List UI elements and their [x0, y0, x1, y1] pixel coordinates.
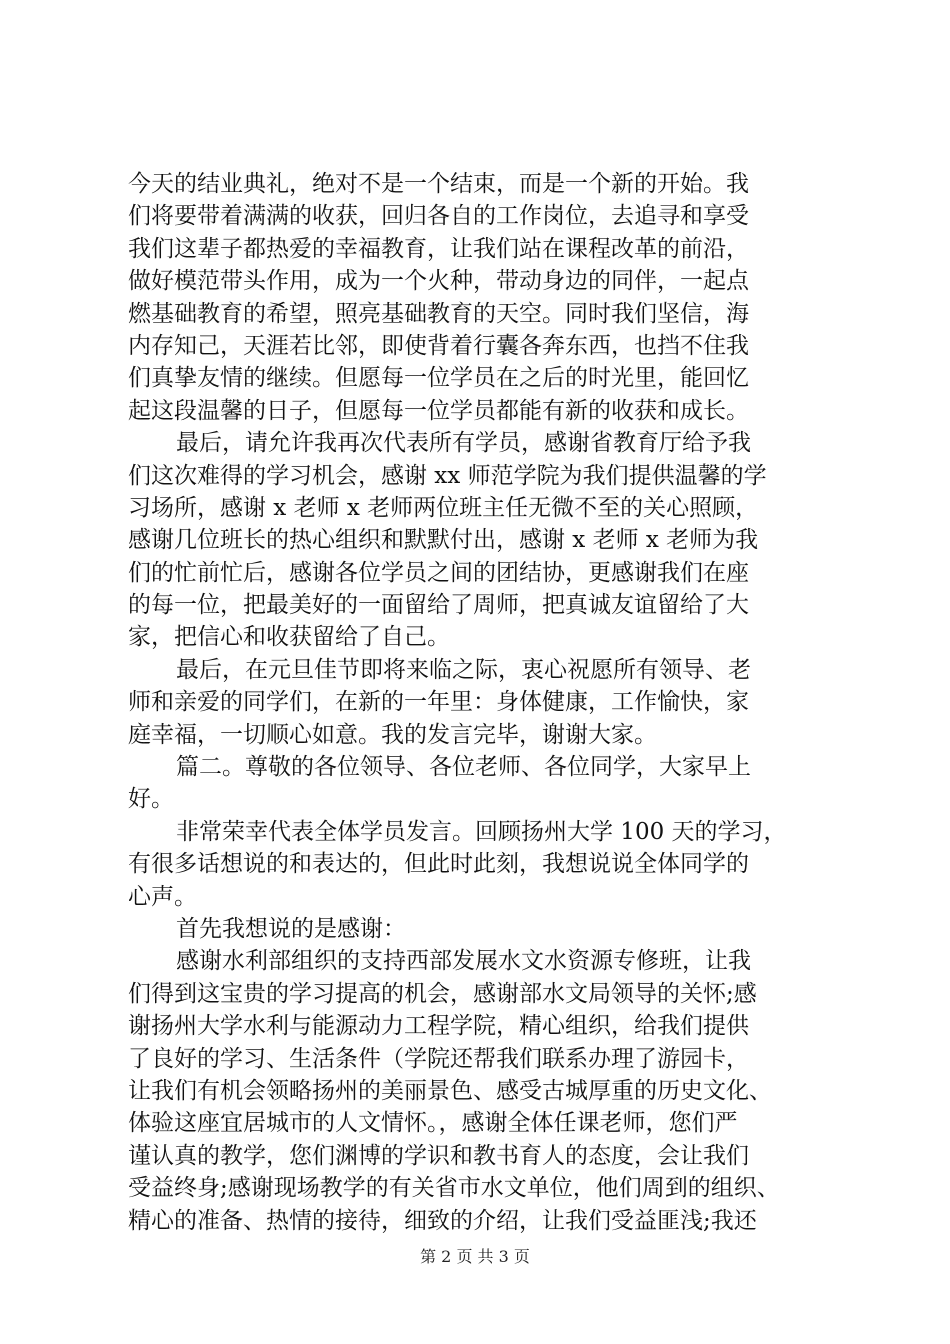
text-line: 的每一位，把最美好的一面留给了周师，把真诚友谊留给了大 [128, 592, 749, 619]
text-line: 谨认真的教学，您们渊博的学识和教书育人的态度，会让我们 [128, 1142, 749, 1169]
text-line: 感谢几位班长的热心组织和默默付出，感谢 x 老师 x 老师为我 [128, 527, 759, 554]
text-line: 最后，在元旦佳节即将来临之际，衷心祝愿所有领导、老 [176, 656, 751, 683]
text-line: 起这段温馨的日子，但愿每一位学员都能有新的收获和成长。 [128, 397, 749, 424]
text-line: 心声。 [128, 883, 197, 910]
text-line: 习场所，感谢 x 老师 x 老师两位班主任无微不至的关心照顾， [128, 494, 759, 521]
text-line: 非常荣幸代表全体学员发言。回顾扬州大学 100 天的学习， [176, 818, 787, 845]
text-line: 感谢水利部组织的支持西部发展水文水资源专修班，让我 [176, 948, 751, 975]
text-line: 谢扬州大学水利与能源动力工程学院，精心组织，给我们提供 [128, 1013, 749, 1040]
text-line: 让我们有机会领略扬州的美丽景色、感受古城厚重的历史文化、 [128, 1077, 772, 1104]
text-line: 体验这座宜居城市的人文情怀。，感谢全体任课老师，您们严 [128, 1110, 738, 1137]
text-line: 师和亲爱的同学们，在新的一年里：身体健康，工作愉快，家 [128, 689, 749, 716]
text-line: 做好模范带头作用，成为一个火种，带动身边的同伴，一起点 [128, 268, 749, 295]
page-footer: 第 2 页 共 3 页 [420, 1247, 530, 1266]
text-line: 有很多话想说的和表达的，但此时此刻，我想说说全体同学的 [128, 851, 749, 878]
text-line: 今天的结业典礼，绝对不是一个结束，而是一个新的开始。我 [128, 171, 749, 197]
text-line: 我们这辈子都热爱的幸福教育，让我们站在课程改革的前沿， [128, 235, 749, 262]
text-line: 内存知己，天涯若比邻，即使背着行囊各奔东西，也挡不住我 [128, 332, 749, 359]
text-line: 们将要带着满满的收获，回归各自的工作岗位，去追寻和享受 [128, 203, 749, 230]
text-line: 燃基础教育的希望，照亮基础教育的天空。同时我们坚信，海 [128, 300, 749, 327]
text-line: 篇二。尊敬的各位领导、各位老师、各位同学，大家早上 [176, 754, 751, 781]
text-line: 最后，请允许我再次代表所有学员，感谢省教育厅给予我 [176, 430, 751, 457]
text-line: 精心的准备、热情的接待，细致的介绍，让我们受益匪浅;我还 [128, 1207, 757, 1234]
text-line: 庭幸福，一切顺心如意。我的发言完毕，谢谢大家。 [128, 721, 657, 748]
text-line: 家，把信心和收获留给了自己。 [128, 624, 450, 651]
text-line: 们这次难得的学习机会，感谢 xx 师范学院为我们提供温馨的学 [128, 462, 767, 489]
text-line: 首先我想说的是感谢： [176, 915, 406, 942]
text-line: 们的忙前忙后，感谢各位学员之间的团结协，更感谢我们在座 [128, 559, 749, 586]
text-line: 了良好的学习、生活条件（学院还帮我们联系办理了游园卡， [128, 1045, 749, 1072]
body-text [128, 168, 832, 1237]
text-line: 们真挚友情的继续。但愿每一位学员在之后的时光里，能回忆 [128, 365, 749, 392]
text-line: 们得到这宝贵的学习提高的机会，感谢部水文局领导的关怀;感 [128, 980, 757, 1007]
text-line: 好。 [128, 786, 174, 813]
text-line: 受益终身;感谢现场教学的有关省市水文单位，他们周到的组织、 [128, 1175, 780, 1202]
